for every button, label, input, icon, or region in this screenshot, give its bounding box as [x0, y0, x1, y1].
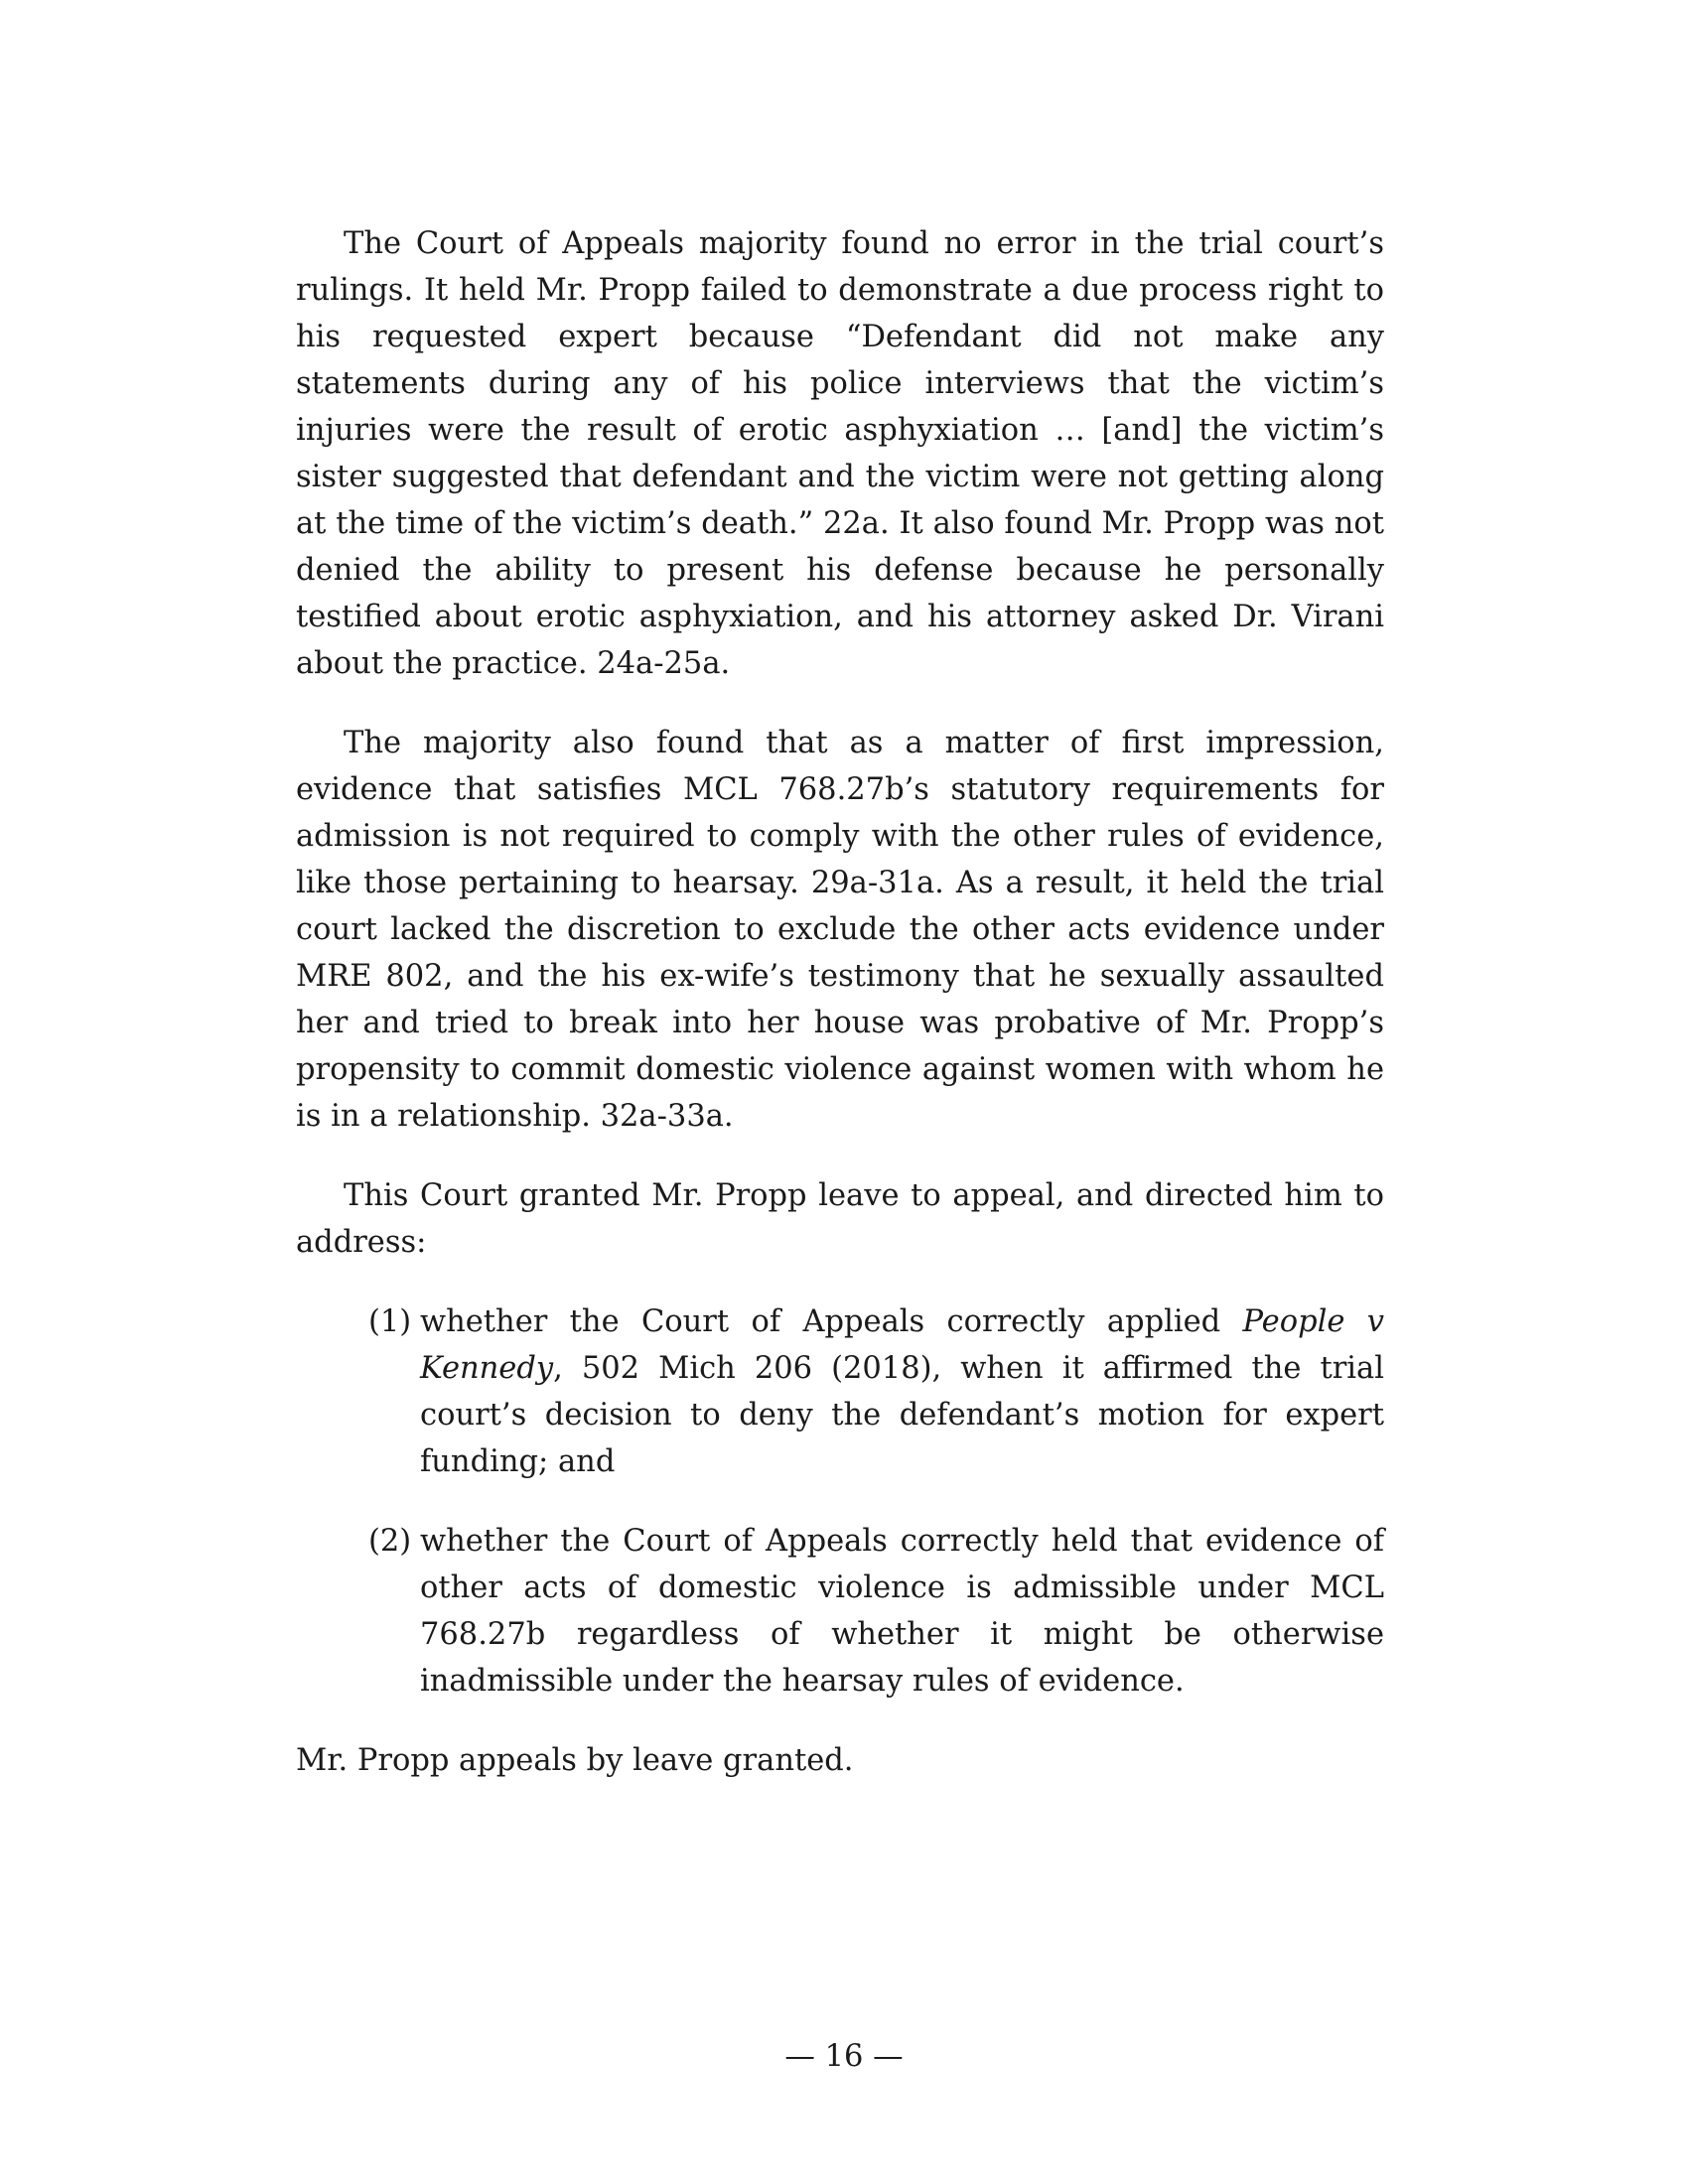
page-number: — 16 —	[784, 2039, 904, 2074]
issue-text-before: whether the Court of Appeals correctly applied	[420, 1304, 1243, 1339]
list-number: (1)	[368, 1304, 412, 1339]
document-body	[296, 220, 1384, 1784]
issue-text-after: , 502 Mich 206 (2018), when it affirmed the trial court’s decision to deny the defendant’s motion for expert funding; and	[420, 1351, 1384, 1479]
paragraph-majority-finding: The majority also found that as a matter of first impression, evidence that satisfies MCL 768.27b’s statutory requirements for admission is not required to comply with the other rules of evidence, like those pertaining to hearsay. 29a-31a. As a result, it held the trial court lacked the discretion to exclude the other acts evidence under MRE 802, and the his ex-wife’s testimony that he sexually assaulted her and tried to break into her house was probative of Mr. Propp’s propensity to commit domestic violence against women with whom he is in a relationship. 32a-33a.	[296, 726, 1384, 1134]
paragraph-court-of-appeals-ruling: The Court of Appeals majority found no error in the trial court’s rulings. It held Mr. Propp failed to demonstrate a due process right to his requested expert because “Defendant did not make any statements during any of his police interviews that the victim’s injuries were the result of erotic asphyxiation … [and] the victim’s sister suggested that defendant and the victim were not getting along at the time of the victim’s death.” 22a. It also found Mr. Propp was not denied the ability to present his defense because he personally testified about erotic asphyxiation, and his attorney asked Dr. Virani about the practice. 24a-25a.	[296, 226, 1384, 681]
issue-text: whether the Court of Appeals correctly held that evidence of other acts of domestic violence is admissible under MCL 768.27b regardless of whether it might be otherwise inadmissible under the hearsay rules of evidence.	[420, 1524, 1384, 1699]
issues-list	[296, 1298, 1384, 1705]
paragraph-leave-granted: This Court granted Mr. Propp leave to appeal, and directed him to address:	[296, 1178, 1384, 1260]
list-item-issue-2	[368, 1518, 1384, 1705]
list-number: (2)	[368, 1524, 412, 1559]
case-name: People v Kennedy	[420, 1304, 1384, 1386]
list-item-issue-1	[368, 1298, 1384, 1485]
closing-sentence: Mr. Propp appeals by leave granted.	[296, 1743, 854, 1778]
